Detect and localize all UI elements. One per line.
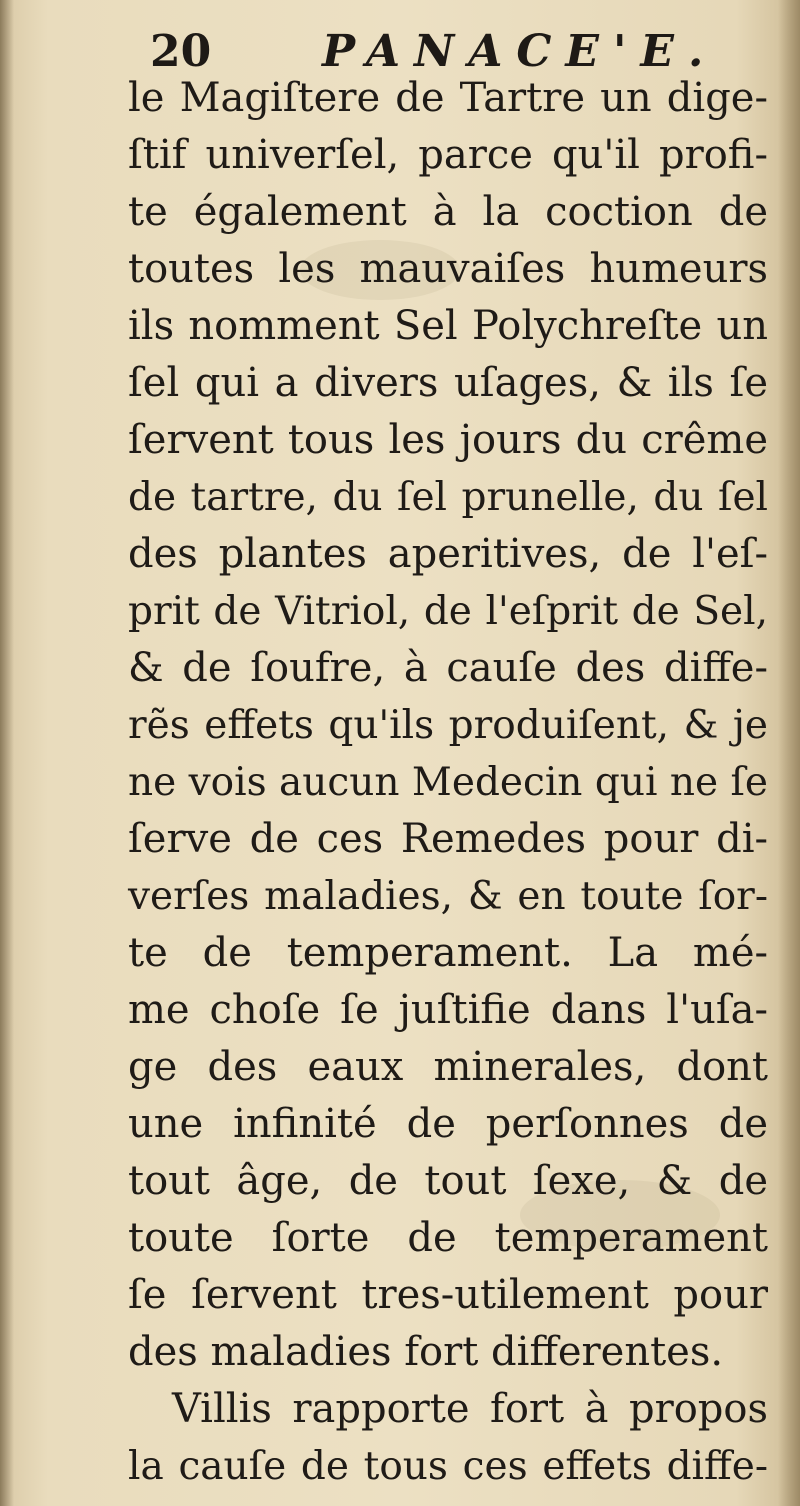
- body-text: [128, 70, 768, 1495]
- text-line: des plantes aperitives, de l'eſ-: [128, 531, 768, 577]
- text-line: ne vois aucun Medecin qui ne ſe: [128, 760, 768, 805]
- running-head: PANACE'E.: [322, 26, 718, 77]
- text-line: le Magiſtere de Tartre un dige-: [128, 75, 768, 121]
- text-line: verſes maladies, & en toute ſor-: [128, 874, 768, 919]
- paragraph: [128, 70, 768, 1381]
- text-line: la cauſe de tous ces effets diffe-: [128, 1444, 768, 1489]
- text-line: des maladies fort differentes.: [128, 1329, 724, 1375]
- text-line: ſel qui a divers uſages, & ils ſe: [128, 360, 768, 406]
- text-line: ſervent tous les jours du crême: [128, 417, 768, 463]
- text-line: prit de Vitriol, de l'eſprit de Sel,: [128, 589, 768, 634]
- page-number: 20: [150, 26, 212, 77]
- text-line: ſtif univerſel, parce qu'il profi-: [128, 132, 768, 178]
- text-line: me choſe ſe juſtifie dans l'uſa-: [128, 987, 768, 1033]
- text-line: ſerve de ces Remedes pour di-: [128, 816, 768, 862]
- text-line: ge des eaux minerales, dont: [128, 1044, 768, 1090]
- text-line: toute ſorte de temperament: [128, 1215, 768, 1261]
- text-line: de tartre, du ſel prunelle, du ſel: [128, 475, 768, 520]
- text-line: tout âge, de tout ſexe, & de: [128, 1158, 768, 1204]
- text-line: toutes les mauvaiſes humeurs: [128, 246, 768, 292]
- text-line: ſe ſervent tres-utilement pour: [128, 1272, 768, 1318]
- text-line: ils nomment Sel Polychreſte un: [128, 303, 768, 349]
- text-line: rẽs effets qu'ils produiſent, & je: [128, 703, 768, 748]
- text-line: te de temperament. La mé-: [128, 930, 768, 976]
- text-line: Villis rapporte fort à propos: [172, 1386, 768, 1432]
- paragraph: [128, 1381, 768, 1495]
- text-line: te également à la coction de: [128, 189, 768, 235]
- text-line: & de ſoufre, à cauſe des diffe-: [128, 645, 768, 691]
- text-line: une infinité de perſonnes de: [128, 1101, 768, 1147]
